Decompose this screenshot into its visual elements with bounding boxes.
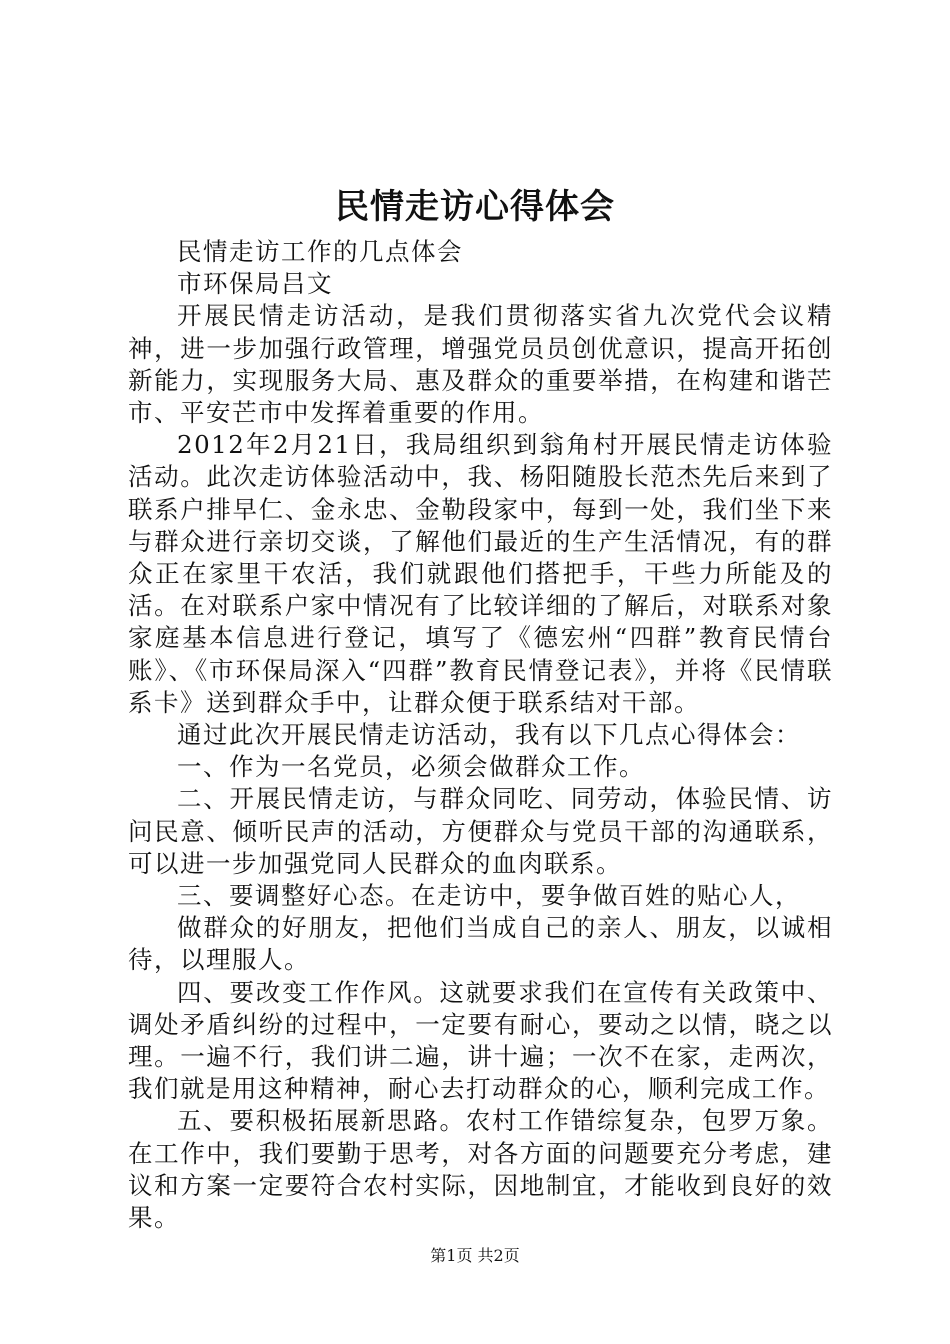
document-title: 民情走访心得体会 xyxy=(335,187,615,227)
page-footer: 第1页 共2页 xyxy=(430,1246,520,1265)
body-paragraph: 三、要调整好心态。在走访中，要争做百姓的贴心人， xyxy=(177,881,801,911)
body-paragraph: 四、要改变工作作风。这就要求我们在宣传有关政策中、调处矛盾纠纷的过程中，一定要有耐心，要动之以情，晓之以理。一遍不行，我们讲二遍，讲十遍；一次不在家，走两次，我们就是用这种精神，耐心去打动群众的心，顺利完成工作。 xyxy=(128,977,833,1104)
document-body xyxy=(128,236,833,1234)
body-paragraph: 开展民情走访活动，是我们贯彻落实省九次党代会议精神，进一步加强行政管理，增强党员员创优意识，提高开拓创新能力，实现服务大局、惠及群众的重要举措，在构建和谐芒市、平安芒市中发挥着重要的作用。 xyxy=(128,301,833,428)
body-paragraph: 2012年2月21日，我局组织到翁角村开展民情走访体验活动。此次走访体验活动中，我、杨阳随股长范杰先后来到了联系户排早仁、金永忠、金勒段家中，每到一处，我们坐下来与群众进行亲切交谈，了解他们最近的生产生活情况，有的群众正在家里干农活，我们就跟他们搭把手，干些力所能及的活。在对联系户家中情况有了比较详细的了解后，对联系对象家庭基本信息进行登记，填写了《德宏州“四群”教育民情台账》、《市环保局深入“四群”教育民情登记表》，并将《民情联系卡》送到群众手中，让群众便于联系结对干部。 xyxy=(128,430,833,717)
body-paragraph: 通过此次开展民情走访活动，我有以下几点心得体会： xyxy=(177,720,801,750)
body-paragraph: 二、开展民情走访，与群众同吃、同劳动，体验民情、访问民意、倾听民声的活动，方便群众与党员干部的沟通联系，可以进一步加强党同人民群众的血肉联系。 xyxy=(128,784,833,878)
body-paragraph: 做群众的好朋友，把他们当成自己的亲人、朋友，以诚相待，以理服人。 xyxy=(128,913,833,975)
body-paragraph: 一、作为一名党员，必须会做群众工作。 xyxy=(177,752,645,782)
body-paragraph: 五、要积极拓展新思路。农村工作错综复杂，包罗万象。在工作中，我们要勤于思考，对各方面的问题要充分考虑，建议和方案一定要符合农村实际，因地制宜，才能收到良好的效果。 xyxy=(128,1106,833,1233)
subtitle-paragraph: 民情走访工作的几点体会 xyxy=(177,237,463,266)
author-line: 市环保局吕文 xyxy=(177,269,333,299)
